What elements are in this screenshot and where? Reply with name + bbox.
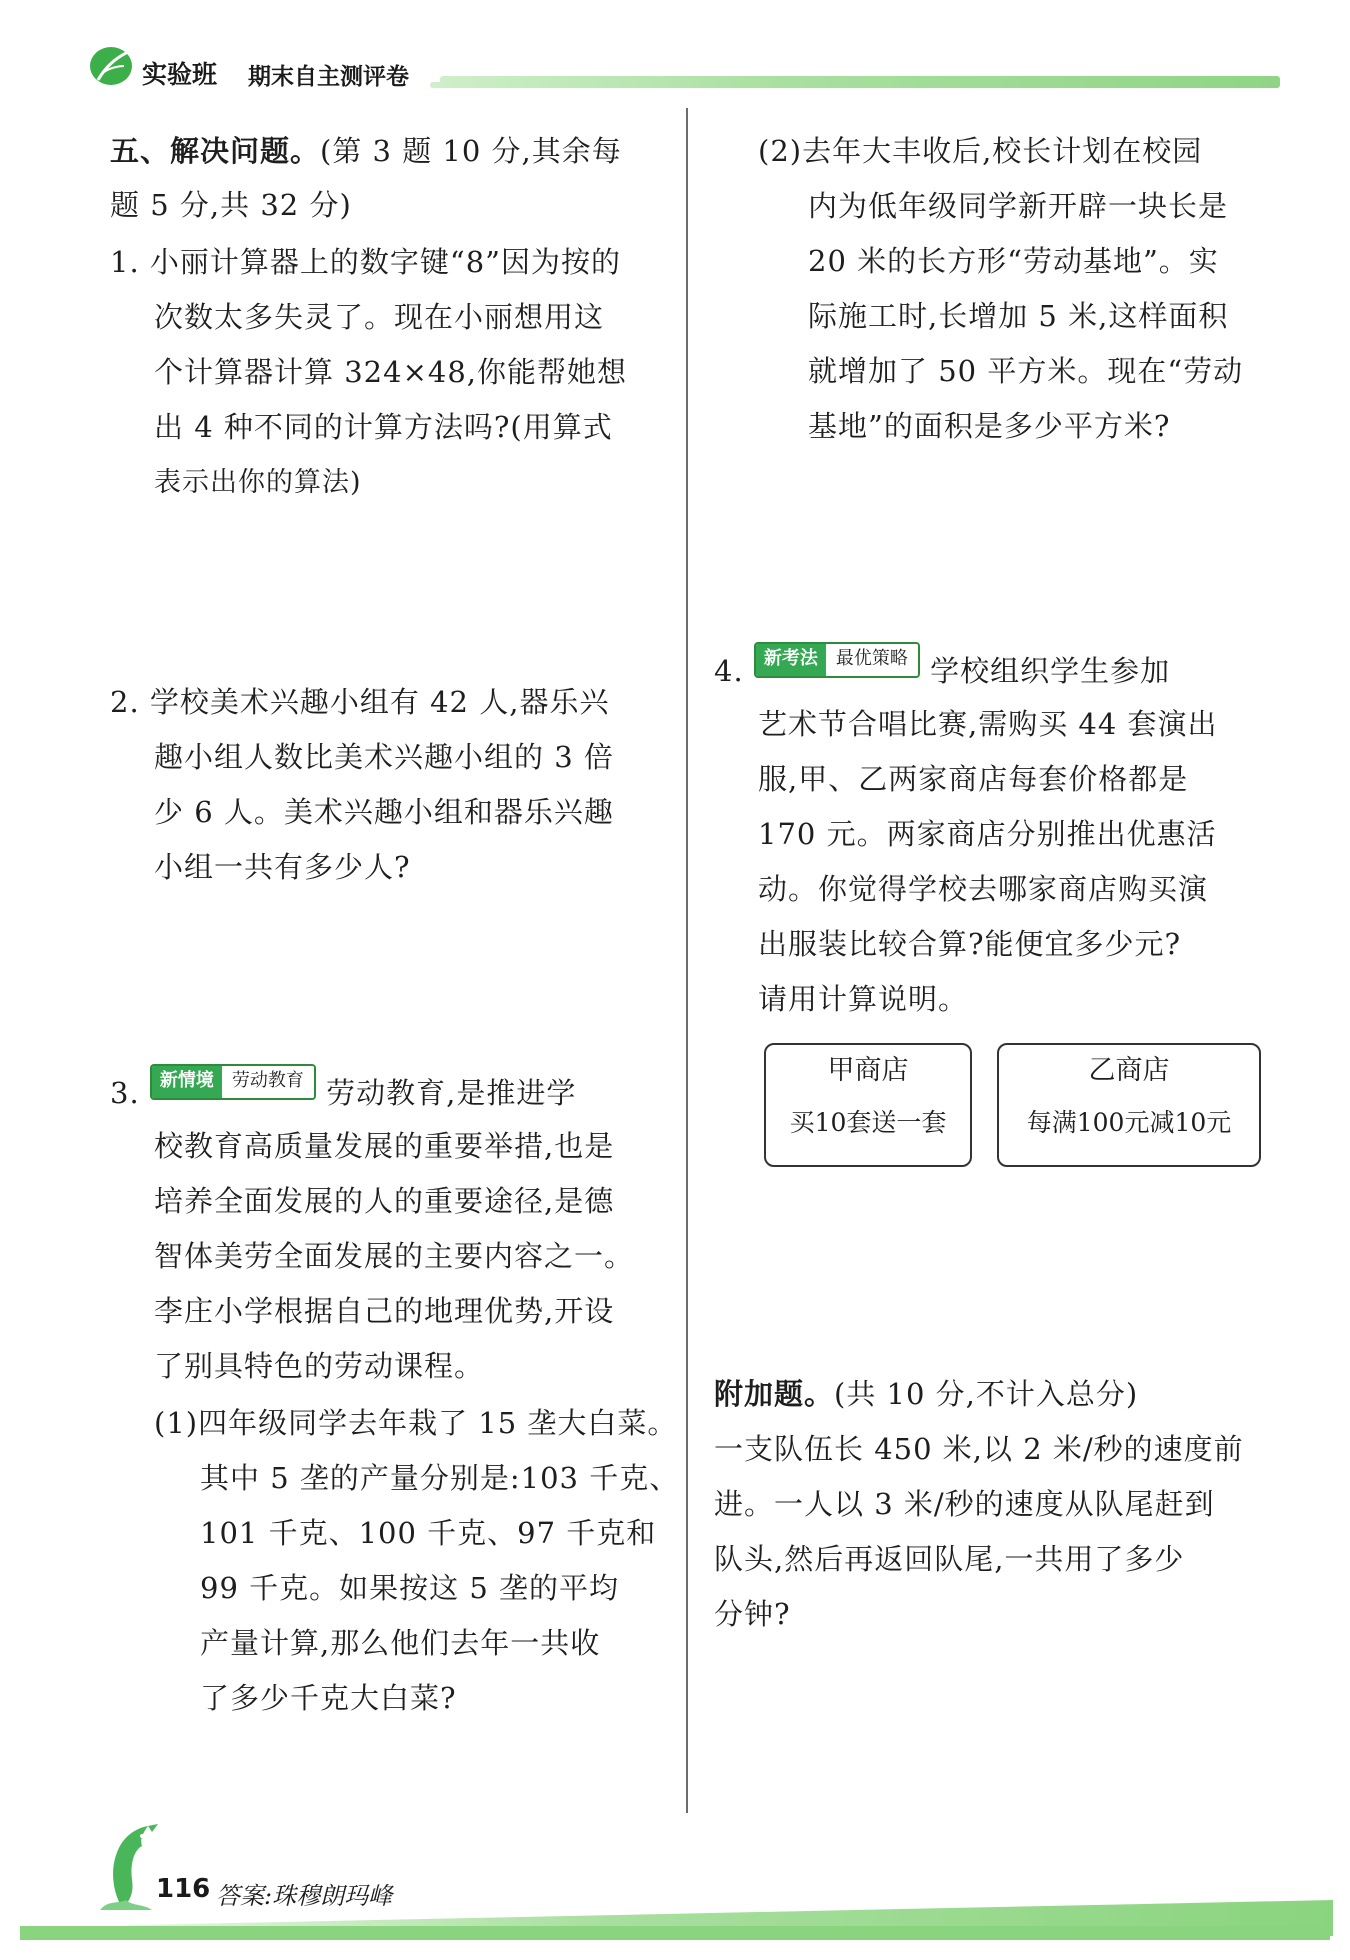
shop-b-box (997, 1043, 1261, 1167)
q1-line: 1. 小丽计算器上的数字键“8”因为按的 (110, 245, 621, 279)
q3-tag-secondary: 劳动教育 (222, 1066, 314, 1098)
q4-line: 请用计算说明。 (758, 982, 969, 1016)
q2-line: 小组一共有多少人? (154, 850, 411, 884)
q4-line: 艺术节合唱比赛,需购买 44 套演出 (758, 707, 1218, 741)
q1-line: 出 4 种不同的计算方法吗?(用算式 (154, 410, 613, 444)
section-heading-line2: 题 5 分,共 32 分) (110, 188, 352, 222)
shop-b-name: 乙商店 (1088, 1055, 1170, 1086)
q3-sub1-line: 产量计算,那么他们去年一共收 (200, 1626, 601, 1660)
q3-number: 3. (110, 1076, 140, 1110)
q3-sub1-line: (1)四年级同学去年栽了 15 垄大白菜。 (154, 1406, 678, 1440)
q4-tag-secondary: 最优策略 (826, 644, 918, 676)
bonus-heading-rest: (共 10 分,不计入总分) (834, 1377, 1139, 1411)
q3-sub2-line: 内为低年级同学新开辟一块长是 (808, 189, 1229, 223)
q2-line: 趣小组人数比美术兴趣小组的 3 倍 (154, 740, 614, 774)
q4-tag-primary: 新考法 (756, 644, 826, 676)
q3-sub2-line: 20 米的长方形“劳动基地”。实 (808, 244, 1219, 278)
footer-answer: 答案:珠穆朗玛峰 (216, 1882, 393, 1910)
q4-line: 服,甲、乙两家商店每套价格都是 (758, 762, 1189, 796)
bonus-line: 进。一人以 3 米/秒的速度从队尾赶到 (714, 1487, 1215, 1521)
q4-first-line (714, 642, 1170, 699)
header-brand: 实验班 (142, 60, 218, 89)
q3-tag (150, 1064, 316, 1100)
shop-a-offer: 买10套送一套 (789, 1108, 947, 1137)
q3-sub2-line: (2)去年大丰收后,校长计划在校园 (758, 134, 1203, 168)
shop-a-name: 甲商店 (827, 1055, 909, 1086)
q3-sub1-line: 99 千克。如果按这 5 垄的平均 (200, 1571, 620, 1605)
q4-line: 170 元。两家商店分别推出优惠活 (758, 817, 1217, 851)
page-number: 116 (156, 1874, 211, 1904)
q3-line: 校教育高质量发展的重要举措,也是 (154, 1129, 615, 1163)
dolphin-icon (92, 1820, 162, 1912)
shop-b-offer: 每满100元减10元 (1026, 1108, 1232, 1137)
section-heading (110, 124, 622, 179)
q3-tag-primary: 新情境 (152, 1066, 222, 1098)
q4-first-text: 学校组织学生参加 (930, 654, 1171, 688)
q3-sub2-line: 际施工时,长增加 5 米,这样面积 (808, 299, 1229, 333)
q4-tag (754, 642, 920, 678)
q3-sub1-line: 了多少千克大白菜? (200, 1681, 457, 1715)
q3-first-line (110, 1064, 576, 1121)
q3-line: 培养全面发展的人的重要途径,是德 (154, 1184, 615, 1218)
q3-sub2-line: 基地”的面积是多少平方米? (808, 409, 1171, 443)
shop-a-box (764, 1043, 972, 1167)
q4-line: 动。你觉得学校去哪家商店购买演 (758, 872, 1209, 906)
bonus-line: 分钟? (714, 1597, 791, 1631)
leaf-logo-icon (88, 44, 134, 88)
q3-sub1-line: 101 千克、100 千克、97 千克和 (200, 1516, 657, 1550)
section-heading-rest: (第 3 题 10 分,其余每 (320, 134, 622, 168)
q3-first-text: 劳动教育,是推进学 (326, 1076, 577, 1110)
q1-line: 个计算器计算 324×48,你能帮她想 (154, 355, 627, 389)
q3-sub1-line: 其中 5 垄的产量分别是:103 千克、 (200, 1461, 680, 1495)
section-heading-bold: 五、解决问题。 (110, 134, 321, 168)
q4-number: 4. (714, 654, 744, 688)
q2-line: 少 6 人。美术兴趣小组和器乐兴趣 (154, 795, 614, 829)
bonus-heading (714, 1367, 1138, 1422)
q1-line: 次数太多失灵了。现在小丽想用这 (154, 300, 605, 334)
q2-line: 2. 学校美术兴趣小组有 42 人,器乐兴 (110, 685, 610, 719)
bonus-line: 队头,然后再返回队尾,一共用了多少 (714, 1542, 1185, 1576)
q3-line: 智体美劳全面发展的主要内容之一。 (154, 1239, 635, 1273)
q3-sub2-line: 就增加了 50 平方米。现在“劳动 (808, 354, 1244, 388)
footer-band-base (20, 1926, 1330, 1940)
bonus-heading-bold: 附加题。 (714, 1377, 835, 1411)
header-title: 期末自主测评卷 (248, 64, 409, 90)
q3-line: 了别具特色的劳动课程。 (154, 1349, 485, 1383)
q4-line: 出服装比较合算?能便宜多少元? (758, 927, 1182, 961)
column-divider (686, 108, 688, 1813)
header-band (440, 76, 1280, 88)
q3-line: 李庄小学根据自己的地理优势,开设 (154, 1294, 615, 1328)
q1-line: 表示出你的算法) (154, 467, 362, 498)
bonus-line: 一支队伍长 450 米,以 2 米/秒的速度前 (714, 1432, 1244, 1466)
